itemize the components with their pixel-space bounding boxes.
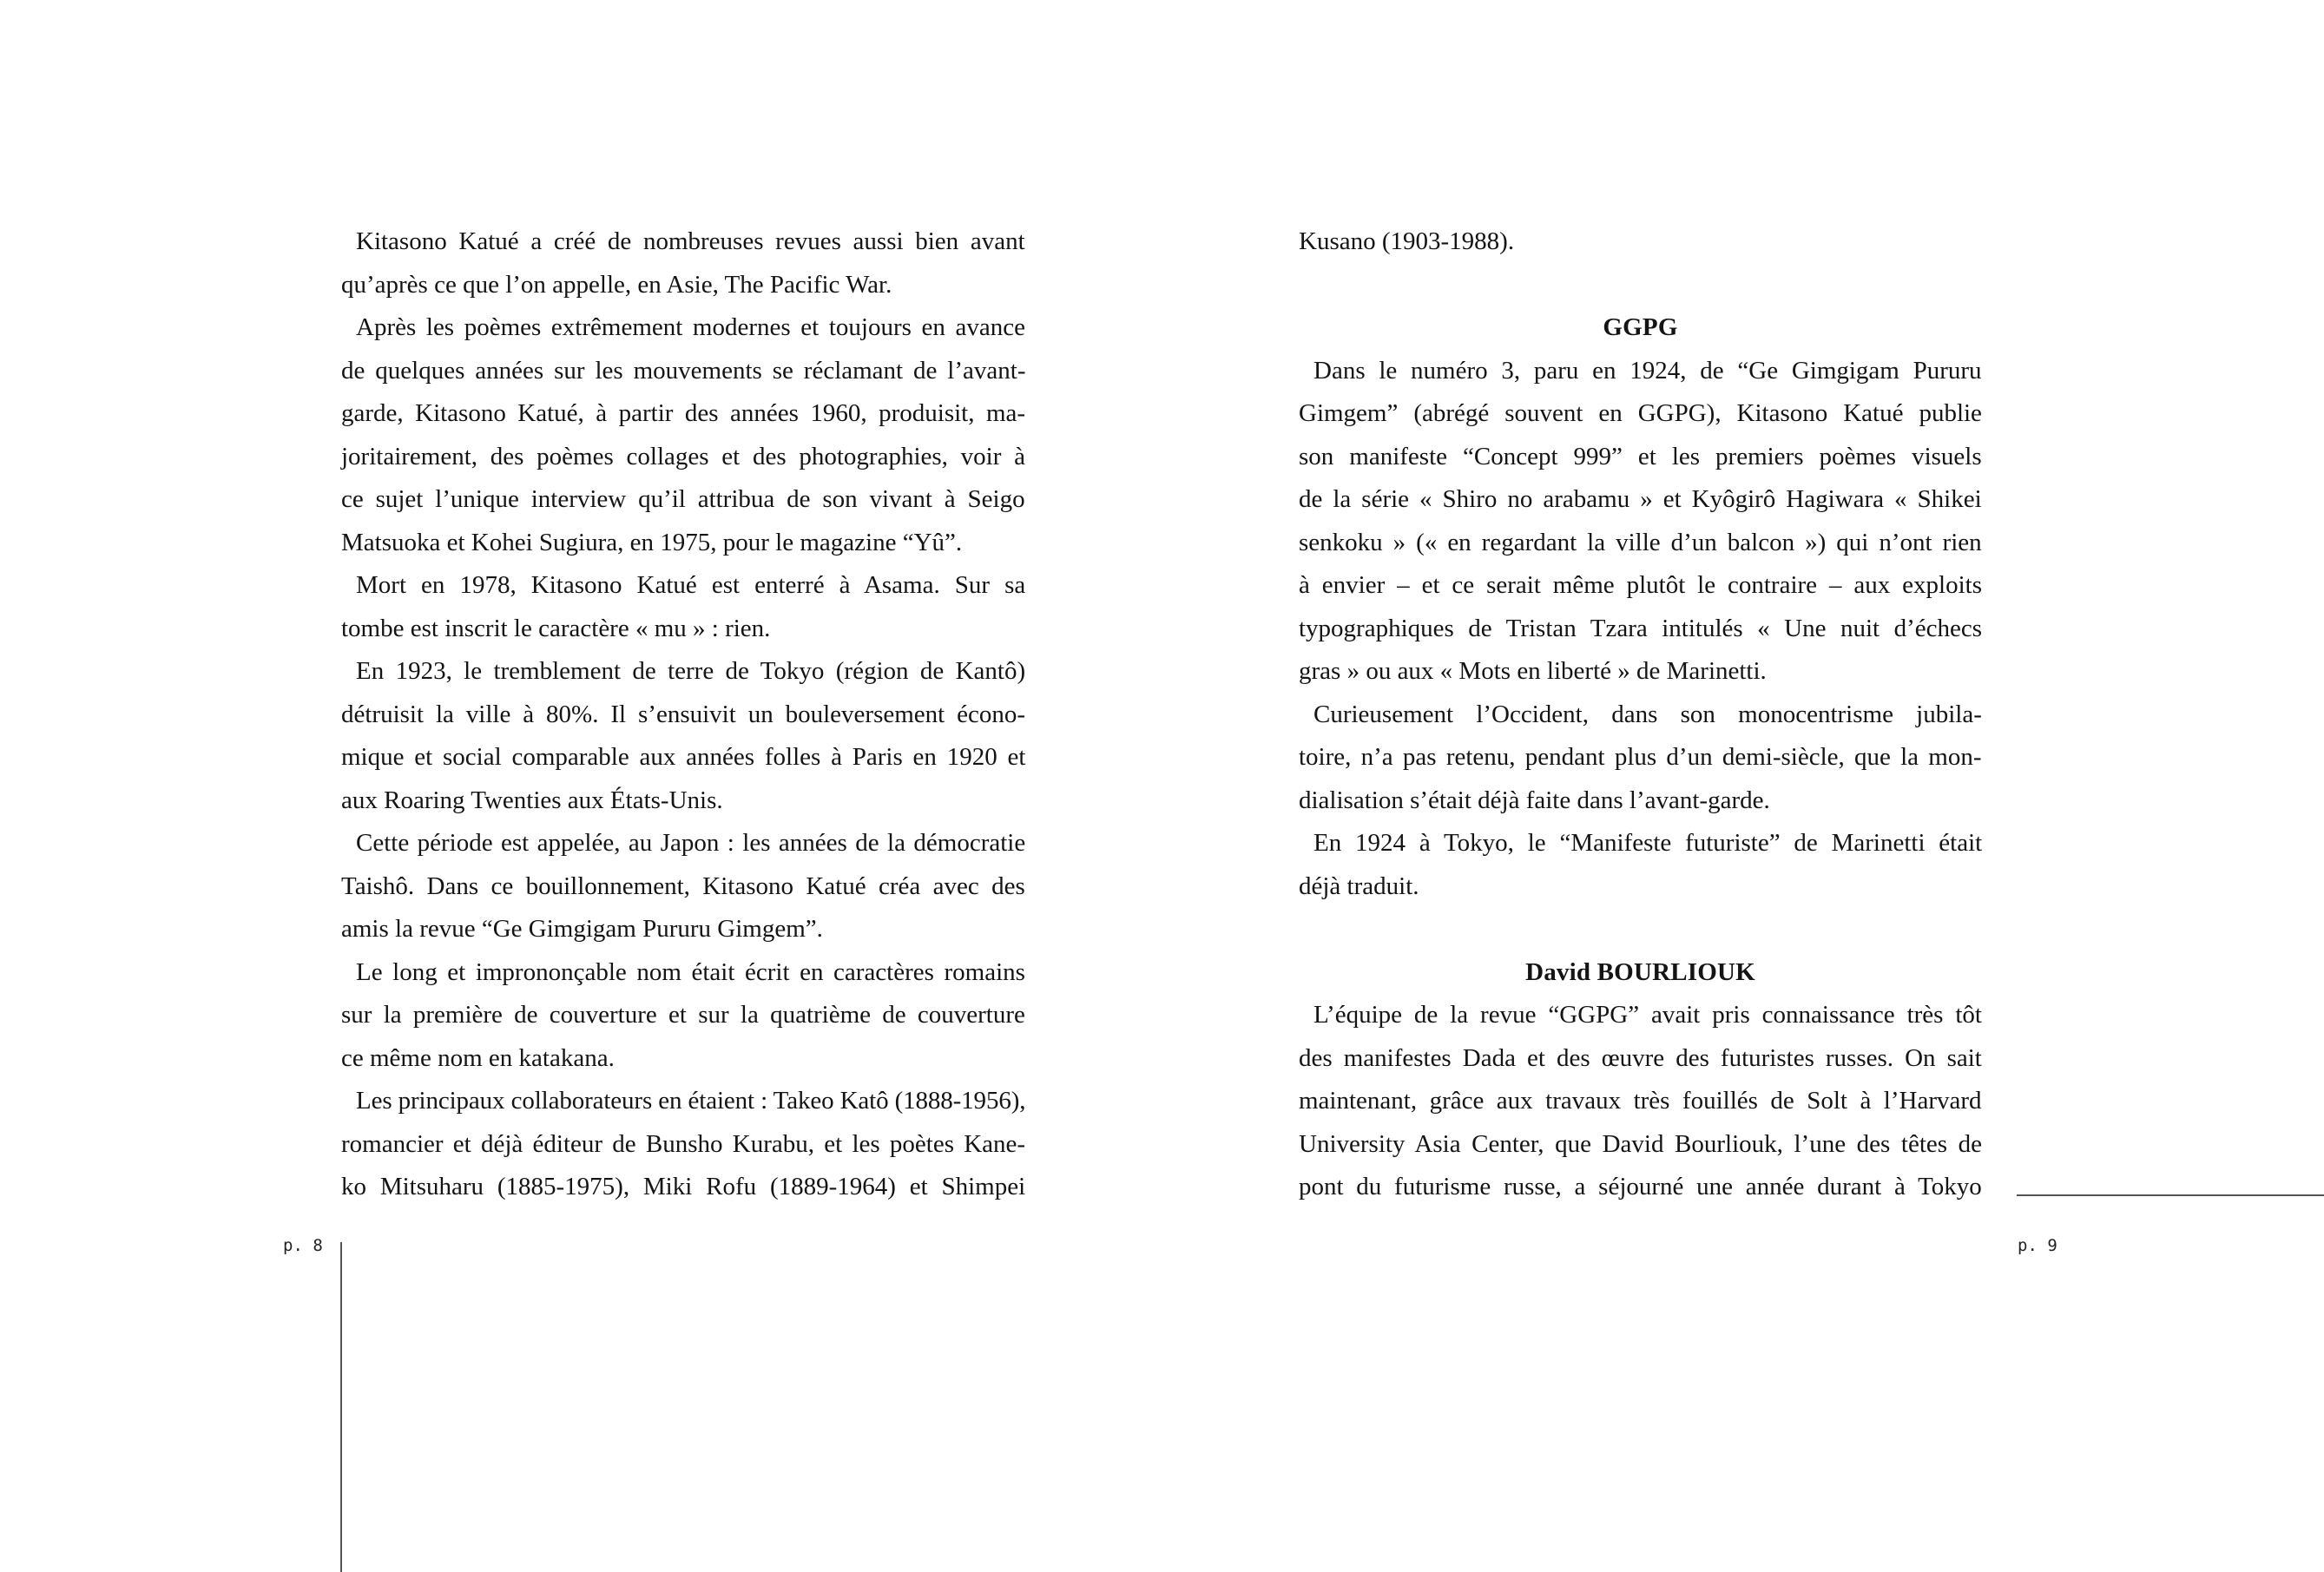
text-line: dialisation s’était déjà faite dans l’avant-garde. xyxy=(1299,786,1770,814)
text-line: En 1923, le tremblement de terre de Tokyo (région de Kantô) xyxy=(356,657,1026,685)
text-line: University Asia Center, que David Bourliouk, l’une des têtes de xyxy=(1299,1129,1982,1158)
text-line: tombe est inscrit le caractère « mu » : rien. xyxy=(341,614,771,642)
text-line: Matsuoka et Kohei Sugiura, en 1975, pour le magazine “Yû”. xyxy=(341,528,963,556)
page-number-left: p. 8 xyxy=(283,1236,323,1255)
text-line: des manifestes Dada et des œuvre des futuristes russes. On sait xyxy=(1299,1043,1982,1072)
left-page-text-column xyxy=(341,220,1025,1209)
text-line: pont du futurisme russe, a séjourné une année durant à Tokyo xyxy=(1299,1173,1982,1200)
text-line: aux Roaring Twenties aux États-Unis. xyxy=(341,786,723,814)
text-line: Kusano (1903-1988). xyxy=(1299,227,1515,255)
text-line: de la série « Shiro no arabamu » et Kyôgirô Hagiwara « Shikei xyxy=(1299,485,1982,513)
horizontal-rule-divider xyxy=(2017,1194,2324,1196)
text-line: Gimgem” (abrégé souvent en GGPG), Kitasono Katué publie xyxy=(1299,399,1982,427)
right-page-text-column xyxy=(1299,220,1982,1209)
text-line: son manifeste “Concept 999” et les premiers poèmes visuels xyxy=(1299,442,1982,470)
text-line: Kitasono Katué a créé de nombreuses revues aussi bien avant xyxy=(356,227,1025,255)
text-line: amis la revue “Ge Gimgigam Pururu Gimgem”. xyxy=(341,915,823,943)
text-line: mique et social comparable aux années folles à Paris en 1920 et xyxy=(341,743,1026,771)
section-heading: David BOURLIOUK xyxy=(1525,957,1755,986)
text-line: L’équipe de la revue “GGPG” avait pris connaissance très tôt xyxy=(1313,1001,1982,1029)
text-line: maintenant, grâce aux travaux très fouillés de Solt à l’Harvard xyxy=(1299,1087,1982,1115)
text-line: Les principaux collaborateurs en étaient : Takeo Katô (1888-1956), xyxy=(356,1087,1026,1115)
text-line: déjà traduit. xyxy=(1299,872,1419,900)
text-line: sur la première de couverture et sur la quatrième de couverture xyxy=(341,1001,1025,1029)
text-line: joritairement, des poèmes collages et des photographies, voir à xyxy=(341,442,1026,470)
text-line: de quelques années sur les mouvements se réclamant de l’avant- xyxy=(341,356,1026,385)
text-line: En 1924 à Tokyo, le “Manifeste futuriste” de Marinetti était xyxy=(1313,829,1983,857)
text-line: Après les poèmes extrêmement modernes et toujours en avance xyxy=(356,313,1026,341)
text-line: romancier et déjà éditeur de Bunsho Kurabu, et les poètes Kane- xyxy=(341,1129,1026,1158)
text-line: détruisit la ville à 80%. Il s’ensuivit un bouleversement écono- xyxy=(341,700,1026,728)
section-heading: GGPG xyxy=(1603,313,1678,341)
text-line: Dans le numéro 3, paru en 1924, de “Ge Gimgigam Pururu xyxy=(1313,356,1982,385)
text-line: Cette période est appelée, au Japon : les années de la démocratie xyxy=(356,829,1026,857)
blank-line-spacer xyxy=(1299,264,1982,307)
vertical-rule-divider xyxy=(340,1242,342,1572)
blank-line-spacer xyxy=(1299,908,1982,951)
text-line: à envier – et ce serait même plutôt le contraire – aux exploits xyxy=(1299,571,1983,599)
text-line: ce sujet l’unique interview qu’il attribua de son vivant à Seigo xyxy=(341,485,1025,513)
text-line: Mort en 1978, Kitasono Katué est enterré à Asama. Sur sa xyxy=(356,571,1026,599)
text-line: typographiques de Tristan Tzara intitulés « Une nuit d’échecs xyxy=(1299,614,1983,642)
text-line: Curieusement l’Occident, dans son monocentrisme jubila- xyxy=(1313,700,1982,728)
text-line: ko Mitsuharu (1885-1975), Miki Rofu (1889-1964) et Shimpei xyxy=(341,1173,1026,1200)
text-line: ce même nom en katakana. xyxy=(341,1043,615,1072)
text-line: qu’après ce que l’on appelle, en Asie, The Pacific War. xyxy=(341,270,892,299)
text-line: toire, n’a pas retenu, pendant plus d’un demi-siècle, que la mon- xyxy=(1299,743,1982,771)
text-line: Le long et imprononçable nom était écrit en caractères romains xyxy=(356,957,1025,986)
text-line: senkoku » (« en regardant la ville d’un balcon ») qui n’ont rien xyxy=(1299,528,1982,556)
text-line: garde, Kitasono Katué, à partir des années 1960, produisit, ma- xyxy=(341,399,1026,427)
page-number-right: p. 9 xyxy=(2018,1236,2057,1255)
text-line: Taishô. Dans ce bouillonnement, Kitasono Katué créa avec des xyxy=(341,872,1025,900)
text-line: gras » ou aux « Mots en liberté » de Marinetti. xyxy=(1299,657,1767,685)
